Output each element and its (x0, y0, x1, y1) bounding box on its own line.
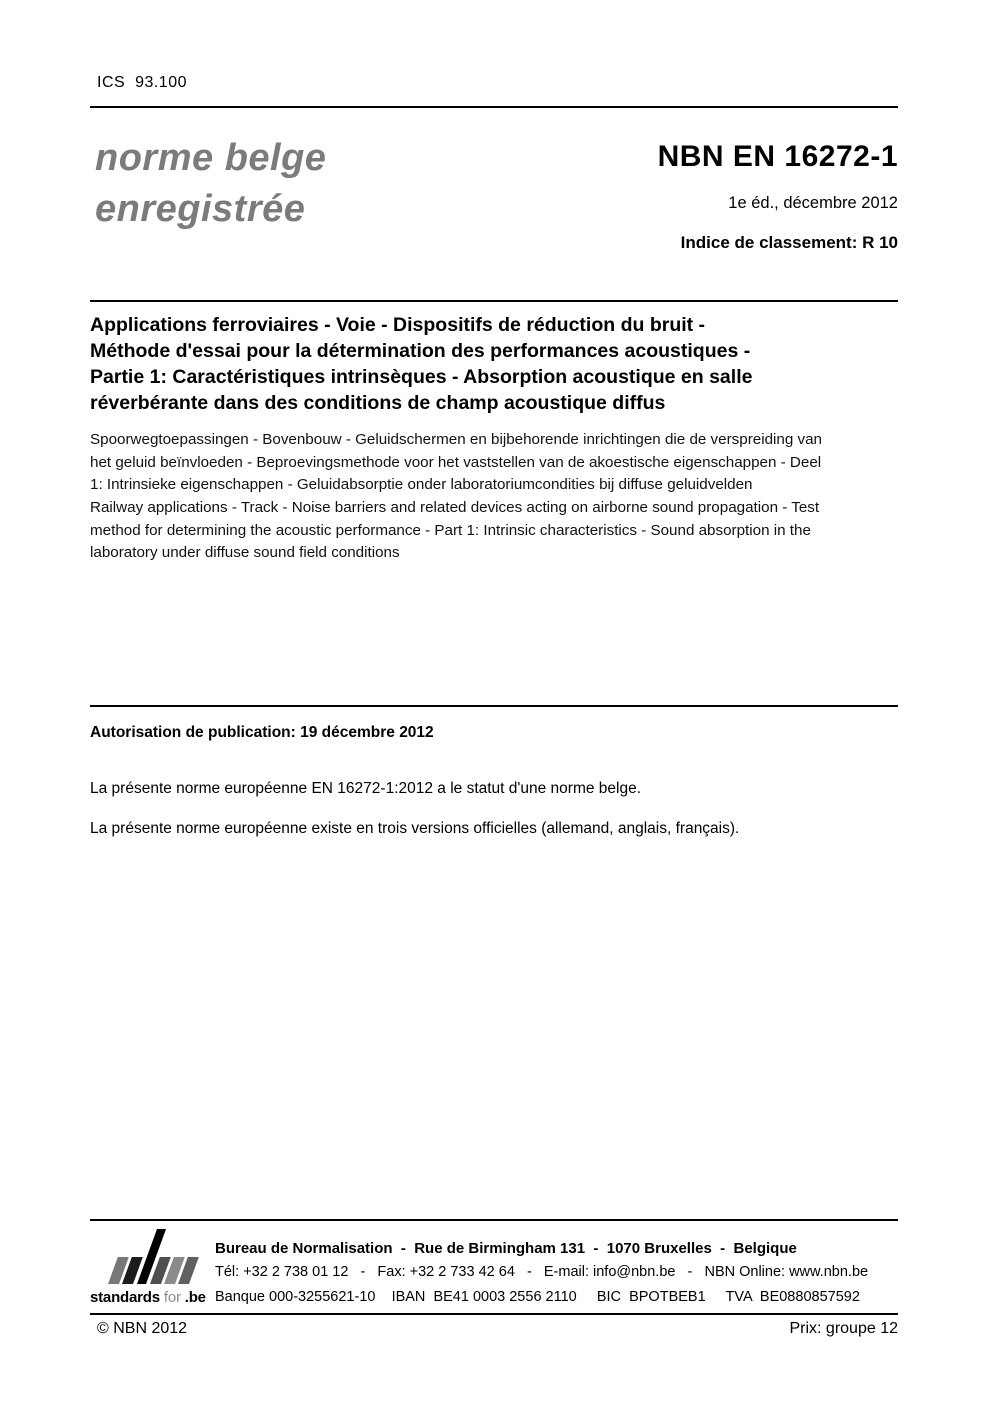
footer-contact: Tél: +32 2 738 01 12 - Fax: +32 2 733 42 64 - E-mail: info@nbn.be - NBN Online: www.nbn.be (215, 1264, 869, 1280)
title-english-line: Railway applications - Track - Noise barriers and related devices acting on airborne sound propagation - Test (90, 499, 820, 516)
title-french-line: Applications ferroviaires - Voie - Dispositifs de réduction du bruit - (90, 314, 706, 336)
publication-authorization: Autorisation de publication: 19 décembre 2012 (90, 724, 434, 741)
edition-date: 1e éd., décembre 2012 (728, 194, 898, 212)
tagline-for: for (159, 1289, 185, 1306)
title-french-line: Partie 1: Caractéristiques intrinsèques - Absorption acoustique en salle (90, 366, 753, 388)
status-paragraph: La présente norme européenne EN 16272-1:2012 a le statut d'une norme belge. (90, 780, 642, 797)
nbn-logo-tagline (90, 1289, 206, 1306)
publication-divider (90, 705, 898, 707)
document-type-line1: norme belge (95, 137, 327, 179)
title-dutch-line: Spoorwegtoepassingen - Bovenbouw - Geluidschermen en bijbehorende inrichtingen die de verspreiding van (90, 431, 822, 448)
bottom-divider (90, 1313, 898, 1315)
title-dutch-line: 1: Intrinsieke eigenschappen - Geluidabsorptie onder laboratoriumcondities bij diffuse geluidvelden (90, 476, 753, 493)
title-french-line: Méthode d'essai pour la détermination des performances acoustiques - (90, 340, 751, 362)
title-english-line: laboratory under diffuse sound field conditions (90, 544, 400, 561)
ics-code: ICS 93.100 (97, 74, 187, 91)
title-french-line: réverbérante dans des conditions de champ acoustique diffus (90, 392, 666, 414)
title-french (90, 312, 920, 416)
standard-number: NBN EN 16272-1 (657, 140, 898, 173)
tagline-standards: standards (90, 1289, 160, 1306)
classification-index: Indice de classement: R 10 (680, 233, 898, 252)
footer-bank-details: Banque 000-3255621-10 IBAN BE41 0003 2556 2110 BIC BPOTBEB1 TVA BE0880857592 (215, 1289, 860, 1305)
footer-divider (90, 1219, 898, 1221)
top-divider (90, 106, 898, 108)
document-type-heading (95, 133, 326, 235)
title-dutch (90, 429, 920, 497)
document-type-line2: enregistrée (95, 188, 306, 230)
tagline-be: .be (184, 1289, 206, 1306)
title-english-line: method for determining the acoustic performance - Part 1: Intrinsic characteristics - Sound absorption in the (90, 521, 811, 539)
nbn-logo (90, 1228, 215, 1308)
title-dutch-line: het geluid beïnvloeden - Beproevingsmethode voor het vaststellen van de akoestische eigenschappen - Deel (90, 453, 822, 471)
price-group: Prix: groupe 12 (789, 1320, 898, 1337)
copyright-notice: © NBN 2012 (97, 1320, 188, 1337)
versions-paragraph: La présente norme européenne existe en trois versions officielles (allemand, anglais, français). (90, 820, 740, 837)
title-english (90, 497, 920, 565)
title-divider (90, 300, 898, 302)
footer-address: Bureau de Normalisation - Rue de Birmingham 131 - 1070 Bruxelles - Belgique (215, 1240, 797, 1257)
